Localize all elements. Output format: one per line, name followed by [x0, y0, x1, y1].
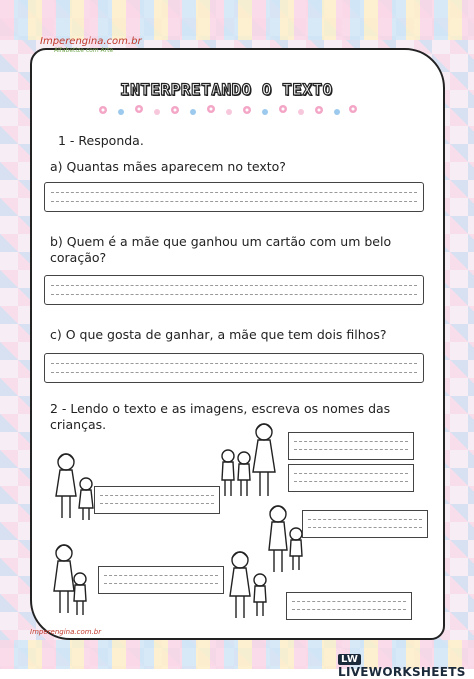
question-b: b) Quem é a mãe que ganhou um cartão com um belo coração?: [50, 234, 392, 265]
section-1-heading: 1 - Responda.: [58, 133, 144, 148]
site-logo-text: Imperengina.com.br: [40, 36, 142, 47]
section-2-heading: 2 - Lendo o texto e as imagens, escreva os nomes das crianças.: [50, 401, 391, 432]
answer-b-field[interactable]: [44, 275, 424, 305]
family-group-illustration-bottom: [224, 548, 276, 622]
name-field-4[interactable]: [302, 510, 428, 538]
name-field-5[interactable]: [98, 566, 224, 594]
name-field-2[interactable]: [288, 464, 414, 492]
question-a: a) Quantas mães aparecem no texto?: [50, 159, 286, 174]
name-field-3[interactable]: [94, 486, 220, 514]
site-logo-top: [40, 36, 142, 54]
name-field-6[interactable]: [286, 592, 412, 620]
liveworksheets-badge-icon: LW: [338, 654, 361, 665]
liveworksheets-name: LIVEWORKSHEETS: [338, 665, 466, 679]
top-pattern: [0, 0, 474, 40]
answer-a-field[interactable]: [44, 182, 424, 212]
site-logo-subtext: Alfabetize com Arte: [54, 47, 114, 54]
mother-hugging-child-illustration: [46, 541, 94, 619]
answer-c-field[interactable]: [44, 353, 424, 383]
worksheet-title: INTERPRETANDO O TEXTO: [120, 80, 333, 99]
liveworksheets-brand: [338, 651, 474, 679]
name-field-1[interactable]: [288, 432, 414, 460]
question-c: c) O que gosta de ganhar, a mãe que tem dois filhos?: [50, 327, 387, 342]
mother-with-two-children-illustration: [214, 420, 284, 502]
site-logo-bottom: Imperengina.com.br: [30, 628, 102, 636]
flower-garland-icon: [95, 100, 365, 122]
